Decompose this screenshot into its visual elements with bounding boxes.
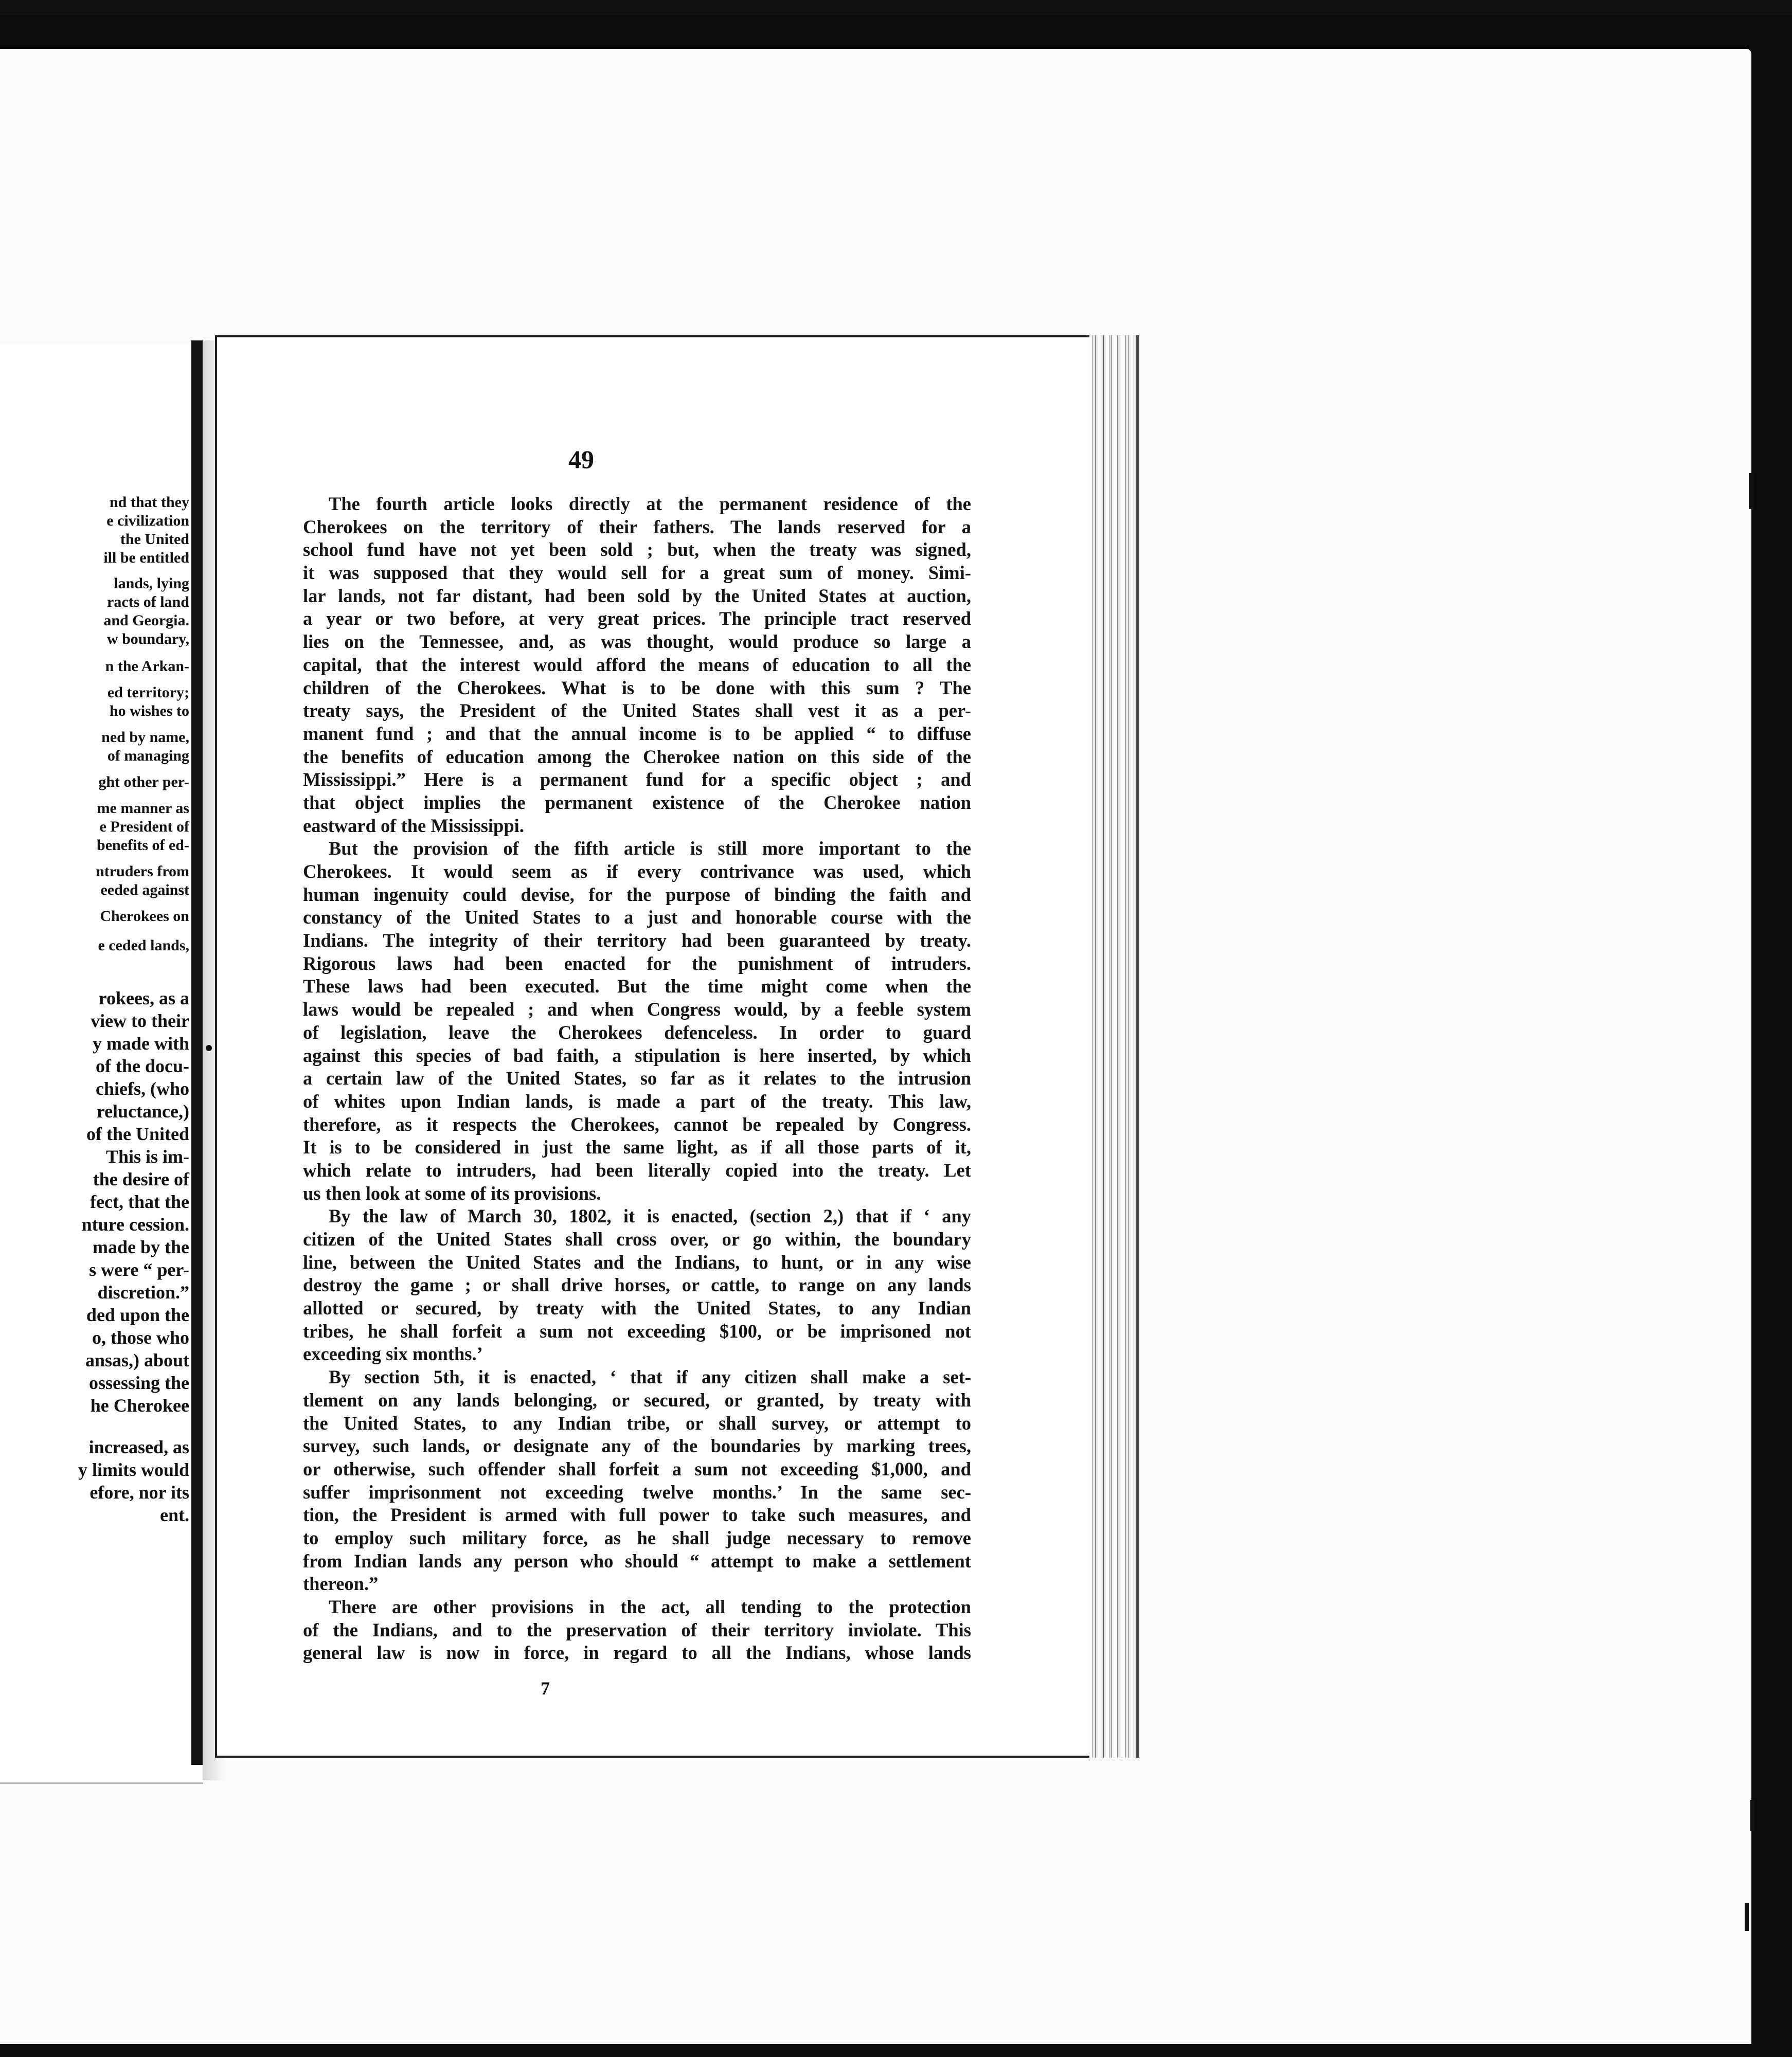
text-line: lies on the Tennessee, and, as was thought, would produce so large a: [303, 631, 971, 653]
left-text-line: of the United: [86, 1124, 189, 1144]
left-text-line: nd that they: [109, 494, 189, 511]
text-line: it was supposed that they would sell for a great sum of money. Simi-: [303, 562, 971, 584]
text-line: from Indian lands any person who should “ attempt to make a settlement: [303, 1550, 971, 1572]
scan-edge-mark: [1750, 1800, 1754, 1831]
text-line: treaty says, the President of the United States shall vest it as a per-: [303, 700, 971, 721]
text-line: a certain law of the United States, so far as it relates to the intrusion: [303, 1068, 971, 1089]
text-line: tion, the President is armed with full power to take such measures, and: [303, 1504, 971, 1526]
scan-top-border: [0, 0, 1792, 15]
left-text-line: efore, nor its: [89, 1482, 189, 1503]
left-text-line: ght other per-: [98, 773, 189, 790]
text-line: capital, that the interest would afford the means of education to all the: [303, 654, 971, 675]
signature-mark: 7: [541, 1678, 550, 1699]
text-line: exceeding six months.’: [303, 1343, 483, 1365]
left-text-line: ded upon the: [86, 1305, 189, 1325]
text-line: a year or two before, at very great prices. The principle tract reserved: [303, 608, 971, 629]
text-line: school fund have not yet been sold ; but, when the treaty was signed,: [303, 539, 971, 561]
left-text-line: he Cherokee: [90, 1395, 189, 1416]
text-line: tlement on any lands belonging, or secured, or granted, by treaty with: [303, 1389, 971, 1411]
left-text-line: eeded against: [100, 881, 189, 898]
text-line: of the Indians, and to the preservation of their territory inviolate. This: [303, 1619, 971, 1640]
text-line: suffer imprisonment not exceeding twelve months.’ In the same sec-: [303, 1481, 971, 1503]
book-gutter: [191, 340, 203, 1765]
text-line: thereon.”: [303, 1573, 379, 1595]
text-line: Indians. The integrity of their territory had been guaranteed by treaty.: [303, 930, 971, 951]
left-text-line: ansas,) about: [85, 1350, 189, 1370]
left-text-line: made by the: [93, 1237, 189, 1257]
left-text-line: y made with: [93, 1033, 189, 1054]
left-text-line: o, those who: [92, 1327, 189, 1348]
left-text-line: benefits of ed-: [97, 837, 189, 854]
left-text-line: the desire of: [93, 1169, 189, 1189]
text-line: Mississippi.” Here is a permanent fund for a specific object ; and: [303, 769, 971, 790]
text-line: But the provision of the fifth article is still more important to the: [329, 838, 971, 859]
left-text-line: lands, lying: [114, 575, 189, 592]
left-text-line: ho wishes to: [109, 702, 189, 719]
left-text-line: s were “ per-: [89, 1259, 189, 1280]
left-text-line: of the docu-: [96, 1056, 189, 1076]
text-line: lar lands, not far distant, had been sold by the United States at auction,: [303, 585, 971, 606]
left-text-line: This is im-: [105, 1146, 189, 1167]
text-line: or otherwise, such offender shall forfeit a sum not exceeding $1,000, and: [303, 1458, 971, 1479]
text-line: against this species of bad faith, a stipulation is here inserted, by which: [303, 1044, 971, 1066]
left-text-line: Cherokees on: [100, 908, 189, 925]
left-text-line: ossessing the: [88, 1373, 189, 1393]
body-text: [303, 493, 971, 1665]
text-line: of legislation, leave the Cherokees defenceless. In order to guard: [303, 1021, 971, 1043]
left-text-line: of managing: [107, 747, 189, 764]
left-page: [0, 345, 203, 1784]
text-line: to employ such military force, as he shall judge necessary to remove: [303, 1527, 971, 1548]
text-line: of whites upon Indian lands, is made a part of the treaty. This law,: [303, 1090, 971, 1112]
text-line: general law is now in force, in regard to all the Indians, whose lands: [303, 1642, 971, 1664]
text-line: human ingenuity could devise, for the purpose of binding the faith and: [303, 883, 971, 905]
text-line: therefore, as it respects the Cherokees, cannot be repealed by Congress.: [303, 1113, 971, 1135]
text-line: constancy of the United States to a just and honorable course with the: [303, 907, 971, 928]
left-text-line: ntruders from: [96, 863, 189, 880]
left-text-line: rokees, as a: [98, 988, 189, 1008]
text-line: allotted or secured, by treaty with the United States, to any Indian: [303, 1297, 971, 1319]
text-line: survey, such lands, or designate any of the boundaries by marking trees,: [303, 1435, 971, 1457]
left-text-line: me manner as: [97, 800, 189, 817]
gutter-mark: [206, 1045, 212, 1051]
text-line: the United States, to any Indian tribe, or shall survey, or attempt to: [303, 1412, 971, 1434]
left-text-line: n the Arkan-: [105, 658, 189, 675]
scan-edge-mark: [1745, 1903, 1749, 1931]
text-line: Rigorous laws had been enacted for the punishment of intruders.: [303, 952, 971, 974]
page-number: 49: [568, 445, 594, 474]
left-text-line: reluctance,): [96, 1101, 189, 1122]
left-text-line: and Georgia.: [103, 612, 189, 629]
left-text-line: increased, as: [88, 1437, 189, 1457]
text-line: The fourth article looks directly at the permanent residence of the: [329, 493, 971, 514]
text-line: Cherokees on the territory of their fathers. The lands reserved for a: [303, 516, 971, 537]
left-text-line: nture cession.: [81, 1214, 189, 1235]
left-text-line: e civilization: [106, 512, 189, 529]
text-line: laws would be repealed ; and when Congress would, by a feeble system: [303, 999, 971, 1020]
left-text-line: view to their: [91, 1011, 189, 1031]
text-line: destroy the game ; or shall drive horses, or cattle, to range on any lands: [303, 1274, 971, 1296]
left-text-line: e ceded lands,: [98, 937, 189, 954]
left-page-text: [0, 345, 203, 1782]
text-line: citizen of the United States shall cross over, or go within, the boundary: [303, 1229, 971, 1250]
text-line: It is to be considered in just the same light, as if all those parts of it,: [303, 1136, 971, 1158]
text-line: children of the Cherokees. What is to be done with this sum ? The: [303, 677, 971, 698]
text-line: manent fund ; and that the annual income is to be applied “ to diffuse: [303, 723, 971, 744]
page-edges: [1089, 335, 1139, 1758]
text-line: By section 5th, it is enacted, ‘ that if any citizen shall make a set-: [329, 1366, 971, 1388]
text-line: These laws had been executed. But the time might come when the: [303, 976, 971, 997]
text-line: line, between the United States and the Indians, to hunt, or in any wise: [303, 1251, 971, 1273]
left-text-line: the United: [120, 531, 189, 548]
left-text-line: chiefs, (who: [96, 1078, 189, 1099]
left-text-line: w boundary,: [106, 630, 189, 647]
left-text-line: ed territory;: [107, 684, 189, 701]
left-text-line: racts of land: [107, 593, 189, 610]
left-text-line: fect, that the: [90, 1192, 189, 1212]
left-text-line: y limits would: [78, 1459, 189, 1480]
text-line: that object implies the permanent existence of the Cherokee nation: [303, 791, 971, 813]
text-line: tribes, he shall forfeit a sum not exceeding $100, or be imprisoned not: [303, 1320, 971, 1342]
left-text-line: ned by name,: [101, 729, 189, 746]
text-line: Cherokees. It would seem as if every contrivance was used, which: [303, 861, 971, 882]
left-text-line: discretion.”: [97, 1282, 189, 1303]
text-line: us then look at some of its provisions.: [303, 1182, 601, 1204]
scan-edge-mark: [1749, 473, 1754, 509]
text-line: By the law of March 30, 1802, it is enacted, (section 2,) that if ‘ any: [329, 1205, 971, 1227]
left-text-line: e President of: [99, 818, 189, 835]
left-text-line: ent.: [160, 1505, 189, 1525]
text-line: the benefits of education among the Cherokee nation on this side of the: [303, 746, 971, 767]
left-text-line: ill be entitled: [103, 549, 189, 566]
text-line: which relate to intruders, had been literally copied into the treaty. Let: [303, 1159, 971, 1181]
text-line: There are other provisions in the act, all tending to the protection: [329, 1596, 971, 1617]
text-line: eastward of the Mississippi.: [303, 815, 524, 836]
